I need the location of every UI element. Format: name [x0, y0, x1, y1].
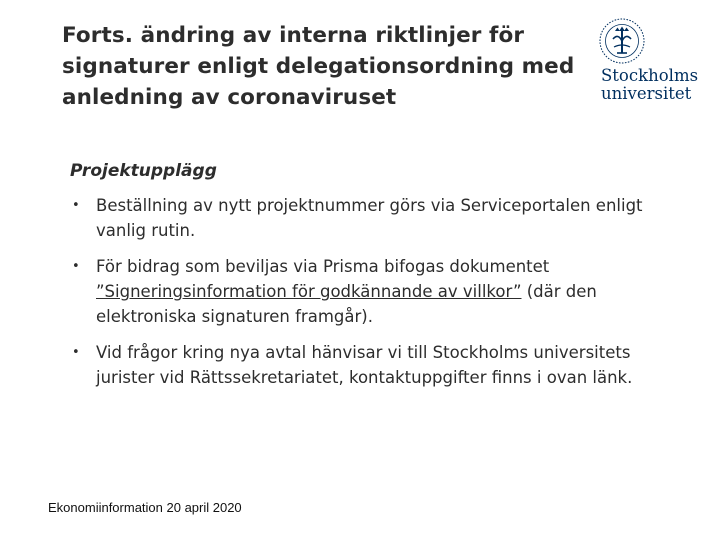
- footer-text: Ekonomiinformation 20 april 2020: [48, 500, 242, 515]
- logo-text-line2: universitet: [601, 84, 692, 103]
- signeringsinformation-link[interactable]: ”Signeringsinformation för godkännande av villkor”: [96, 282, 522, 301]
- logo-text-line1: Stockholms: [601, 66, 699, 85]
- bullet-dot: •: [72, 259, 80, 274]
- bullet-item-questions: [70, 340, 670, 390]
- section-heading: Projektupplägg: [70, 161, 217, 181]
- bullet-item-ordering: [70, 193, 670, 243]
- bullet-item-prisma: [70, 254, 670, 329]
- bullet-text: Vid frågor kring nya avtal hänvisar vi till Stockholms universitets jurister vid Rättssekretariatet, kontaktuppgifter finns i ovan länk.: [96, 343, 633, 387]
- slide-title: Forts. ändring av interna riktlinjer för signaturer enligt delegationsordning med anledning av coronaviruset: [62, 23, 575, 110]
- bullet-dot: •: [72, 198, 80, 213]
- bullet-text-before-link: För bidrag som beviljas via Prisma bifogas dokumentet: [96, 257, 550, 276]
- stockholms-universitet-logo: [598, 17, 698, 107]
- bullet-text-after-link: (där den elektroniska signaturen framgår).: [96, 282, 597, 326]
- university-seal-icon: [598, 17, 646, 65]
- bullet-dot: •: [72, 345, 80, 360]
- bullet-text: Beställning av nytt projektnummer görs via Serviceportalen enligt vanlig rutin.: [96, 196, 643, 240]
- bullet-list: [70, 193, 670, 401]
